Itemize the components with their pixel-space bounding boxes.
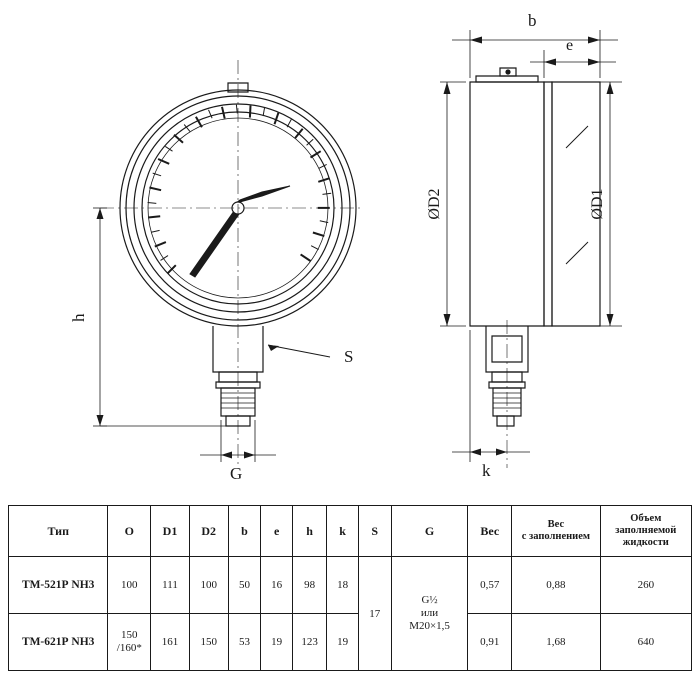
label-k: k bbox=[482, 461, 491, 480]
table-header-row bbox=[9, 506, 692, 557]
cell-b-row1: 50 bbox=[228, 557, 261, 614]
cell-D1-row2: 161 bbox=[151, 614, 190, 671]
col-header-volume bbox=[600, 506, 691, 557]
cell-weight-row1: 0,57 bbox=[468, 557, 512, 614]
bezel-hatch bbox=[566, 126, 588, 264]
label-D1: ØD1 bbox=[589, 188, 606, 220]
weight-filled-line2: с заполнением bbox=[521, 531, 591, 542]
col-header-weight-filled bbox=[512, 506, 600, 557]
specifications-table-wrapper bbox=[8, 505, 692, 671]
cell-h-row2: 123 bbox=[292, 614, 327, 671]
cell-O-row1: 100 bbox=[108, 557, 151, 614]
pointer-needle bbox=[190, 211, 239, 277]
o-row2-line2: /160* bbox=[116, 642, 142, 654]
col-header-e: e bbox=[261, 506, 292, 557]
volume-line3: жидкости bbox=[622, 537, 669, 549]
col-header-G: G bbox=[391, 506, 468, 557]
cell-weight-filled-row1: 0,88 bbox=[512, 557, 600, 614]
dim-h bbox=[93, 208, 230, 426]
col-header-S: S bbox=[358, 506, 391, 557]
s-leader bbox=[268, 345, 330, 357]
volume-line2: заполняемой bbox=[615, 524, 677, 536]
col-header-k: k bbox=[327, 506, 358, 557]
cell-type-row2: ТМ-621Р NH3 bbox=[9, 614, 108, 671]
dial-major-ticks bbox=[148, 106, 330, 274]
vent-hole bbox=[506, 70, 510, 74]
dim-b bbox=[452, 30, 618, 78]
label-e: e bbox=[566, 37, 574, 54]
dim-D2 bbox=[440, 82, 466, 326]
g-line3: M20×1,5 bbox=[409, 620, 450, 633]
col-header-h: h bbox=[292, 506, 327, 557]
cell-volume-row1: 260 bbox=[600, 557, 691, 614]
cell-D2-row1: 100 bbox=[189, 557, 228, 614]
thread-side-tip bbox=[497, 416, 514, 426]
label-G: G bbox=[230, 464, 243, 483]
cell-G-merged bbox=[391, 557, 468, 671]
cell-D1-row1: 111 bbox=[151, 557, 190, 614]
cell-k-row1: 18 bbox=[327, 557, 358, 614]
g-line1: G½ bbox=[421, 593, 438, 606]
col-header-weight: Вес bbox=[468, 506, 512, 557]
weight-filled-line1: Вес bbox=[547, 518, 565, 530]
col-header-D1: D1 bbox=[151, 506, 190, 557]
pointer-tail bbox=[236, 186, 290, 203]
cell-weight-filled-row2: 1,68 bbox=[512, 614, 600, 671]
col-header-O: O bbox=[108, 506, 151, 557]
cell-volume-row2: 640 bbox=[600, 614, 691, 671]
cell-e-row1: 16 bbox=[261, 557, 292, 614]
table-row bbox=[9, 614, 692, 671]
o-row2-line1: 150 bbox=[121, 628, 138, 641]
g-line2: или bbox=[420, 606, 439, 619]
case-side-body bbox=[470, 82, 544, 326]
col-header-type: Тип bbox=[9, 506, 108, 557]
dim-e bbox=[530, 50, 616, 78]
cell-type-row1: ТМ-521Р NH3 bbox=[9, 557, 108, 614]
specifications-table bbox=[8, 505, 692, 671]
cell-weight-row2: 0,91 bbox=[468, 614, 512, 671]
dim-k bbox=[452, 330, 530, 462]
label-h: h bbox=[69, 313, 88, 322]
table-row bbox=[9, 557, 692, 614]
col-header-D2: D2 bbox=[189, 506, 228, 557]
label-S: S bbox=[344, 347, 354, 366]
col-header-b: b bbox=[228, 506, 261, 557]
bezel-side-lip bbox=[544, 82, 552, 326]
cell-b-row2: 53 bbox=[228, 614, 261, 671]
cell-h-row1: 98 bbox=[292, 557, 327, 614]
volume-line1: Объем bbox=[630, 512, 662, 524]
case-side-top bbox=[476, 76, 538, 82]
centerlines-left bbox=[100, 60, 360, 468]
label-D2: ØD2 bbox=[426, 188, 443, 220]
cell-D2-row2: 150 bbox=[189, 614, 228, 671]
label-b: b bbox=[528, 11, 537, 30]
cell-e-row2: 19 bbox=[261, 614, 292, 671]
cell-O-row2 bbox=[108, 614, 151, 671]
cell-S-merged: 17 bbox=[358, 557, 391, 671]
cell-k-row2: 19 bbox=[327, 614, 358, 671]
